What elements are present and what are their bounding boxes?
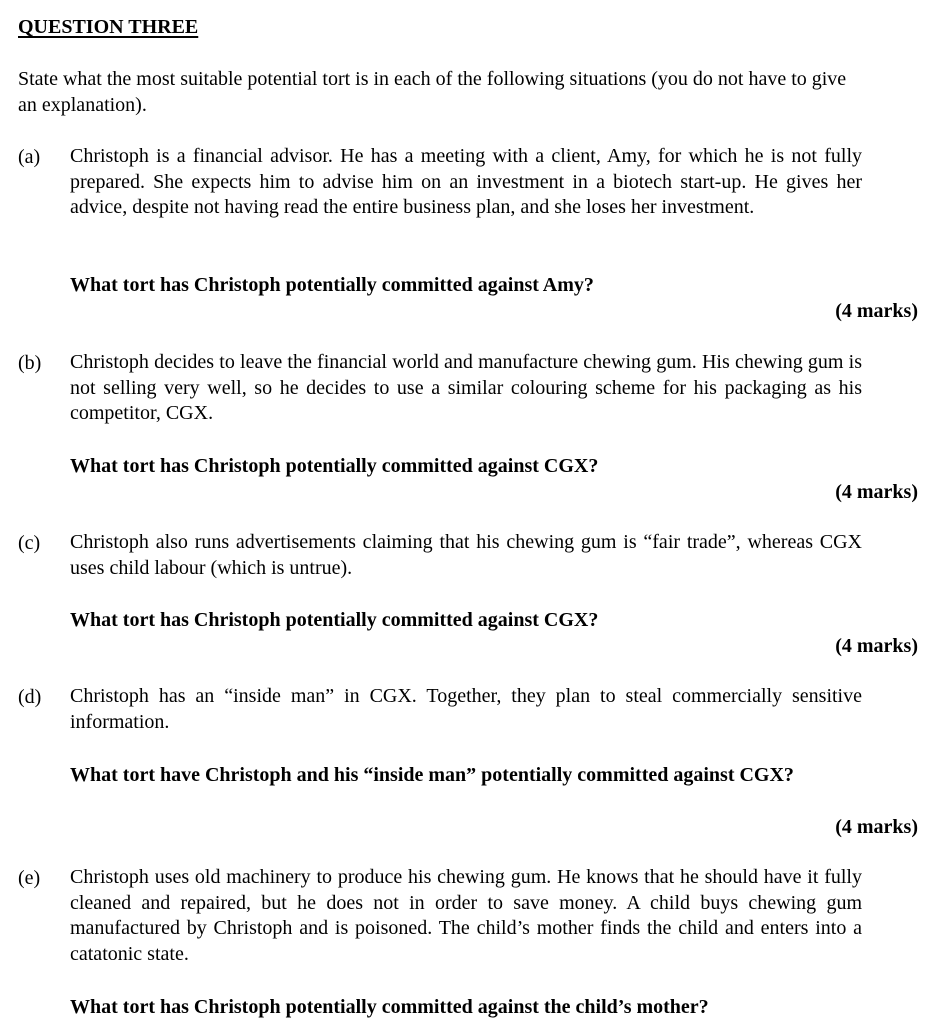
question-c-prompt: What tort has Christoph potentially committed against CGX?: [70, 609, 599, 631]
question-d-letter: (d): [18, 686, 42, 708]
question-b-prompt: What tort has Christoph potentially committed against CGX?: [70, 455, 599, 477]
question-e-text: Christoph uses old machinery to produce his chewing gum. He knows that he should have it fully cleaned and repaired, but he does not in order to save money. A child buys chewing gum manufactured by Christoph and is poisoned. The child’s mother finds the child and enters into a catatonic state.: [70, 866, 862, 965]
question-instructions: State what the most suitable potential tort is in each of the following situations (you do not have to give an explanation).: [18, 68, 847, 116]
question-e-prompt: What tort has Christoph potentially committed against the child’s mother?: [70, 996, 709, 1018]
question-b-text: Christoph decides to leave the financial world and manufacture chewing gum. His chewing gum is not selling very well, so he decides to use a similar colouring scheme for his packaging as his competitor, CGX.: [70, 351, 862, 424]
question-a-prompt: What tort has Christoph potentially committed against Amy?: [70, 274, 594, 296]
question-b-letter: (b): [18, 352, 42, 374]
question-a-marks: (4 marks): [835, 300, 918, 322]
question-d-prompt: What tort have Christoph and his “inside man” potentially committed against CGX?: [70, 764, 794, 786]
question-d-marks: (4 marks): [835, 816, 918, 838]
question-c-text: Christoph also runs advertisements claiming that his chewing gum is “fair trade”, whereas CGX uses child labour (which is untrue).: [70, 531, 862, 579]
question-a-text: Christoph is a financial advisor. He has a meeting with a client, Amy, for which he is not fully prepared. She expects him to advise him on an investment in a biotech start-up. He gives her advice, despite not having read the entire business plan, and she loses her investment.: [70, 145, 862, 218]
question-c-marks: (4 marks): [835, 635, 918, 657]
question-a-letter: (a): [18, 146, 41, 168]
question-heading: QUESTION THREE: [18, 16, 199, 38]
question-b-marks: (4 marks): [835, 481, 918, 503]
question-d-text: Christoph has an “inside man” in CGX. Together, they plan to steal commercially sensitive information.: [70, 685, 862, 733]
question-c-letter: (c): [18, 532, 41, 554]
question-e-letter: (e): [18, 867, 41, 889]
